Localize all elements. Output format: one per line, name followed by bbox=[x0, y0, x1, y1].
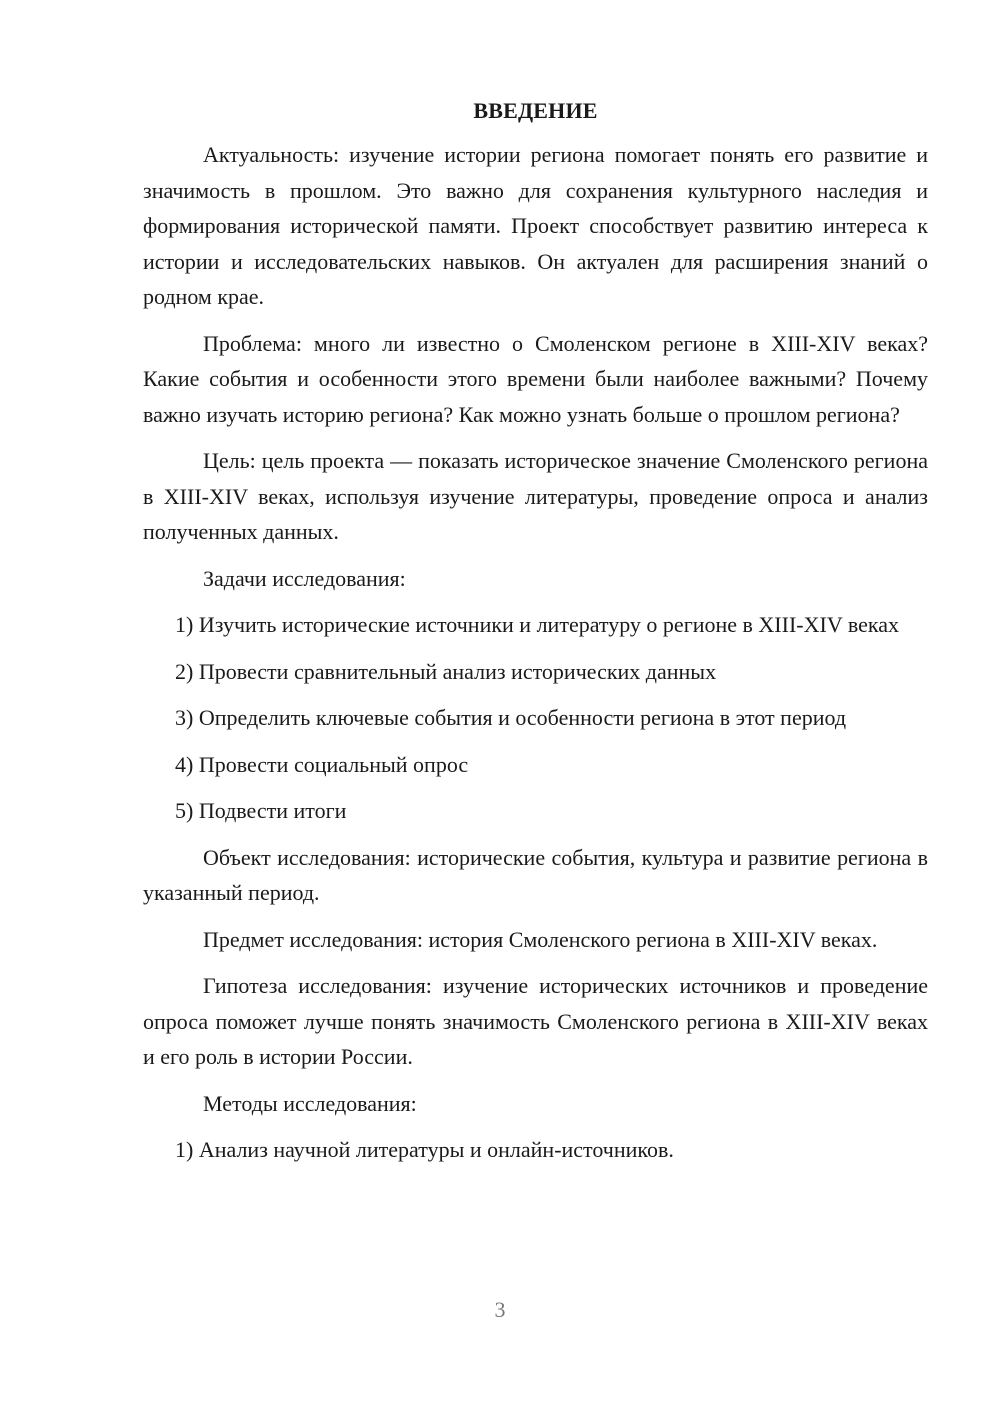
document-page bbox=[143, 95, 928, 1179]
task-item-3: 3) Определить ключевые события и особенности региона в этот период bbox=[175, 705, 847, 730]
paragraph-goal: Цель: цель проекта — показать историческое значение Смоленского региона в XIII-XIV веках, используя изучение литературы, проведение опроса и анализ полученных данных. bbox=[143, 448, 928, 544]
page-title: ВВЕДЕНИЕ bbox=[473, 98, 598, 123]
paragraph-subject: Предмет исследования: история Смоленского региона в XIII-XIV веках. bbox=[203, 926, 878, 952]
task-item-4: 4) Провести социальный опрос bbox=[175, 751, 469, 777]
task-item-2: 2) Провести сравнительный анализ исторических данных bbox=[175, 658, 717, 684]
page-number: 3 bbox=[494, 1297, 506, 1322]
task-item-5: 5) Подвести итоги bbox=[175, 798, 347, 823]
methods-heading: Методы исследования: bbox=[203, 1090, 417, 1116]
tasks-heading: Задачи исследования: bbox=[203, 565, 406, 591]
method-item-1: 1) Анализ научной литературы и онлайн-источников. bbox=[175, 1137, 674, 1162]
paragraph-relevance: Актуальность: изучение истории региона помогает понять его развитие и значимость в прошлом. Это важно для сохранения культурного наследия и формирования исторической памяти. Проект способствует развитию интереса к истории и исследовательских навыков. Он актуален для расширения знаний о родном крае. bbox=[143, 142, 928, 309]
task-item-1: 1) Изучить исторические источники и литературу о регионе в XIII-XIV веках bbox=[175, 612, 899, 637]
paragraph-object: Объект исследования: исторические события, культура и развитие региона в указанный период. bbox=[143, 844, 928, 905]
paragraph-problem: Проблема: много ли известно о Смоленском регионе в XIII-XIV веках? Какие события и особенности этого времени были наиболее важными? Почему важно изучать историю региона? Как можно узнать больше о прошлом региона? bbox=[143, 330, 928, 427]
paragraph-hypothesis: Гипотеза исследования: изучение исторических источников и проведение опроса поможет лучше понять значимость Смоленского региона в XIII-XIV веках и его роль в истории России. bbox=[143, 973, 928, 1069]
